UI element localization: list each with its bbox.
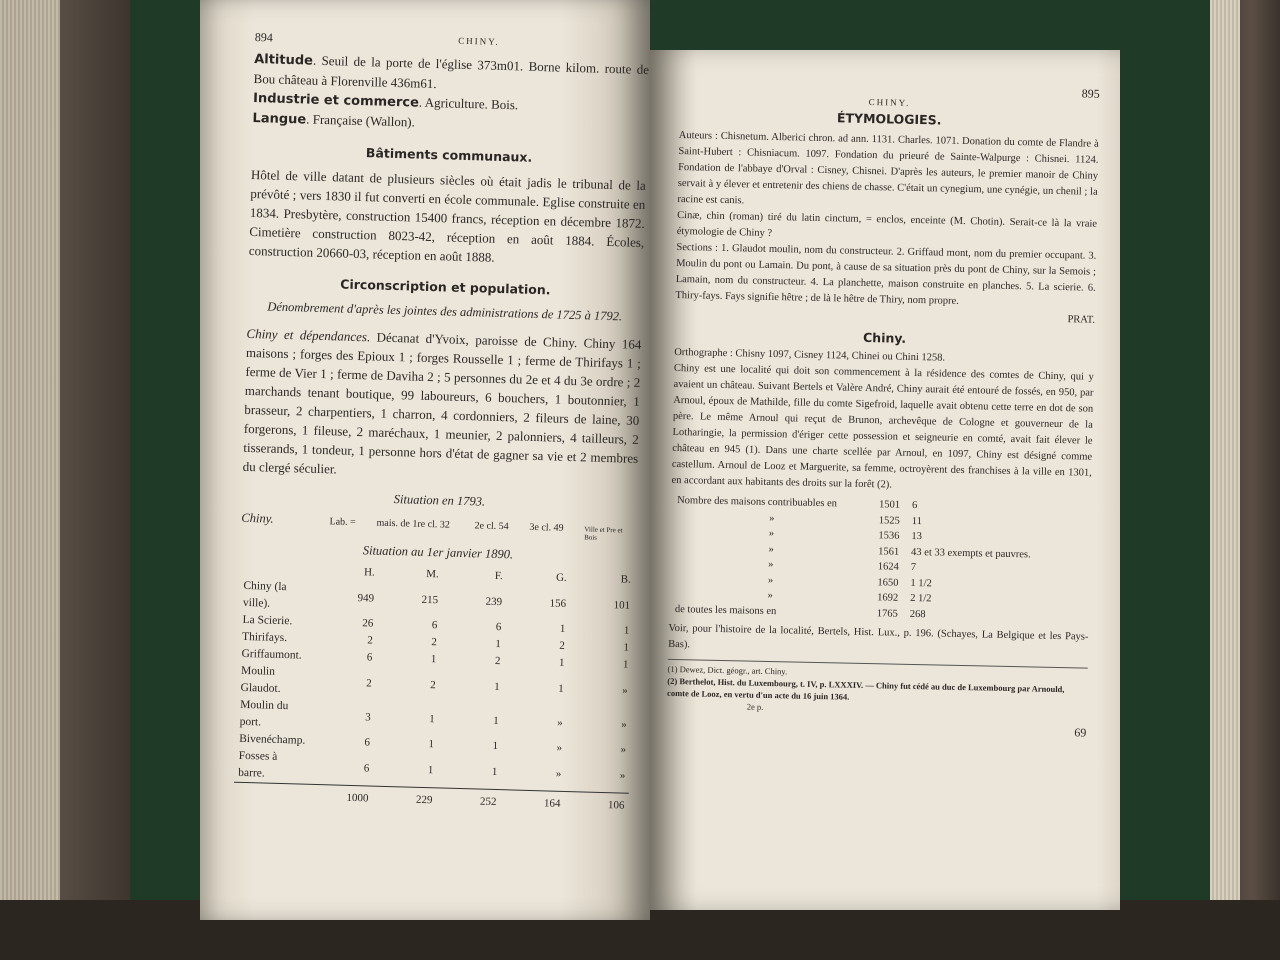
cell-value: 2 xyxy=(559,639,566,652)
cell-value: » xyxy=(621,717,627,731)
houses-year: 1525 xyxy=(878,514,900,527)
place-name: Moulin Glaudot. xyxy=(240,664,281,695)
cell-value: 2 xyxy=(431,636,438,649)
cell-value: 1 xyxy=(493,714,499,727)
page-number-right: 895 xyxy=(1081,86,1100,101)
houses-label: » xyxy=(768,527,775,540)
houses-year: 1501 xyxy=(878,499,901,511)
houses-label: » xyxy=(768,558,774,571)
cell-value: 1 xyxy=(558,682,564,695)
houses-year: 1624 xyxy=(877,561,899,573)
cell-value: 26 xyxy=(362,617,374,630)
col-m: M. xyxy=(426,567,439,581)
total-value: 106 xyxy=(564,791,629,814)
houses-value: 1 1/2 xyxy=(910,577,932,589)
houses-value: 6 xyxy=(911,499,918,512)
heading-etymologies: ÉTYMOLOGIES. xyxy=(836,110,942,128)
cell-value: 1 xyxy=(494,680,500,693)
place-name: Chiny (la ville). xyxy=(242,579,287,610)
cell-value: » xyxy=(620,743,627,756)
total-value: 252 xyxy=(436,788,501,811)
text-batiments: Hôtel de ville datant de plusieurs siècles où était jadis le tribunal de la prévôté ; vers 1830 il fut converti en école communale. Eglise construite en 1834. Presbytère, construction 15400 francs, réception en décembre 1872. Cimetière construction 8023-42, réception en août 1884. Écoles, construction 20660-03, réception en août 1888. xyxy=(248,166,647,265)
cell-value: 1 xyxy=(623,624,630,637)
row-situation-1793 xyxy=(241,511,636,543)
heading-circonscription: Circonscription et population. xyxy=(340,276,551,298)
cell-value: » xyxy=(556,741,563,754)
attr-label-altitude: Altitude xyxy=(253,51,314,69)
running-head-left: CHINY. xyxy=(458,35,500,47)
cell-value: 2 xyxy=(366,676,372,690)
houses-label: » xyxy=(767,574,774,586)
cell-value: 6 xyxy=(363,761,370,774)
col-h: H. xyxy=(363,566,375,579)
cell-value: 2 xyxy=(367,634,374,647)
place-chiny-1793: Chiny. xyxy=(241,510,274,526)
houses-label: » xyxy=(768,543,774,555)
cell-value: 101 xyxy=(613,598,631,612)
footnote-2: (2) Berthelot, Hist. du Luxembourg, t. IV, p. LXXXIV. — Chiny fut cédé au duc de Luxembourg par Arnould, comte de Looz, en vertu d'un acte du 16 juin 1364. xyxy=(667,675,1065,702)
houses-value: 11 xyxy=(911,515,923,527)
right-page xyxy=(650,50,1120,910)
cell-value: 949 xyxy=(357,591,375,605)
text-voir: Voir, pour l'histoire de la localité, Bertels, Hist. Lux., p. 196. (Schayes, La Belgique et les Pays-Bas). xyxy=(668,622,1089,651)
footnote-1: (1) Dewez, Dict. géogr., art. Chiny. xyxy=(667,663,788,677)
attr-text-altitude: . Seuil de la porte de l'église 373m01. Borne kilom. route de Bou château à Florenville 436m61. xyxy=(253,52,650,92)
houses-year: 1650 xyxy=(877,576,899,589)
cell-value: 1 xyxy=(428,738,435,751)
place-name: La Scierie. xyxy=(242,613,293,628)
page-number-left: 894 xyxy=(254,30,273,45)
heading-situation-1890: Situation au 1er janvier 1890. xyxy=(362,543,514,562)
attr-text-industrie: . Agriculture. Bois. xyxy=(418,94,519,113)
text-sections: Sections : 1. Glaudot moulin, nom du constructeur. 2. Griffaud mont, nom du premier occupant. 3. Moulin du pont ou Lamain. Du pont, à cause de sa situation près du pont de Chiny, sur la Semois ; Lamain, nom du constructeur. 4. La planchette, maison construite en planches. 5. La scierie. 6. Thiry-fays. Fays signifie hêtre ; de là le hêtre de Thiry, nom propre. xyxy=(675,241,1097,307)
text-denombrement: . Décanat d'Yvoix, paroisse de Chiny. Chiny 164 maisons ; forges des Epioux 1 ; forges Rousselle 1 ; ferme de Thirifays 1 ; ferme de Vier 1 ; ferme de Daviha 2 ; 5 personnes du 2e et 4 du 3e ordre ; 2 marchands tenant boutique, 99 laboureurs, 6 bouchers, 1 boutonnier, 1 brasseur, 2 charpentiers, 1 charron, 4 cordonniers, 2 fileurs de laine, 30 forgerons, 1 fileuse, 2 maréchaux, 1 meunier, 2 palonniers, 4 tailleurs, 2 tisserands, 1 tondeur, 1 personne hors d'état de gagner sa vie et 2 membres du clergé séculier. xyxy=(242,329,642,477)
houses-year: 1561 xyxy=(878,545,900,558)
cell-value: 1 xyxy=(430,653,437,666)
houses-year: 1536 xyxy=(878,530,900,542)
subheading-denombrement: Dénombrement d'après les jointes des administrations de 1725 à 1792. xyxy=(267,299,623,324)
houses-label: Nombre des maisons contribuables en xyxy=(677,495,838,510)
cell-value: » xyxy=(619,768,626,782)
cell-value: 6 xyxy=(366,651,373,664)
houses-table xyxy=(669,493,1038,625)
sheet-number: 69 xyxy=(1074,725,1087,740)
col-b: B. xyxy=(620,573,631,586)
cell-value: 1 xyxy=(558,656,565,669)
population-table-1890 xyxy=(233,561,635,815)
col-f: F. xyxy=(494,569,503,583)
place-name: Bivenéchamp. xyxy=(239,732,306,747)
houses-value: 2 1/2 xyxy=(910,592,932,605)
signature-prat: PRAT. xyxy=(1067,314,1096,326)
attr-label-industrie: Industrie et commerce xyxy=(252,90,420,111)
col-g: G. xyxy=(555,571,567,584)
attributes-block xyxy=(252,49,649,139)
houses-value: 268 xyxy=(909,608,926,620)
cell-value: 1 xyxy=(491,765,498,778)
cell-value: » xyxy=(622,684,628,697)
houses-year: 1692 xyxy=(877,592,899,604)
text-etymologies-2: Cinæ, chin (roman) tiré du latin cinctum, = enclos, enceinte (M. Chotin). Serait-ce là la vraie étymologie de Chiny ? xyxy=(676,209,1098,239)
cell-value: 6 xyxy=(364,736,371,749)
cell-value: 1 xyxy=(492,739,499,753)
text-chiny-history: Chiny est une localité qui doit son commencement à la résidence des comtes de Chiny, qui y avaient un château. Suivant Bertels et Valère André, Chiny aurait été entouré de fossés, en 950, par Arnoul, époux de Mathilde, fille du comte Sigefroid, laquelle avait obtenu cette terre en dot de son père. Le même Arnoul qui reçut de Brunon, archevêque de Cologne et gouverneur de la Lotharingie, la permission d'ériger cette possession et seigneurie en comté, avait fait élever le château en 945 (1). Dans une charte scellée par Arnoul, en 1097, Chiny est désigné comme castellum. Arnoul de Looz et Marguerite, sa femme, octroyèrent des franchises à la ville en 1301, en accordant aux habitants des droits sur la forêt (2). xyxy=(671,362,1094,491)
cell-value: 1 xyxy=(427,763,434,776)
cell-value: 1 xyxy=(429,712,435,725)
place-name: Griffaumont. xyxy=(241,647,302,662)
houses-year: 1765 xyxy=(876,607,898,620)
entry-3e-cl: 3e cl. 49 xyxy=(529,521,564,534)
cell-value: 2 xyxy=(494,654,501,668)
houses-label: » xyxy=(767,589,773,602)
page-edges-right xyxy=(1210,0,1240,960)
cell-value: » xyxy=(555,767,562,780)
entry-2e-cl: 2e cl. 54 xyxy=(474,520,509,533)
houses-label: » xyxy=(769,512,775,524)
cell-value: 2 xyxy=(430,678,436,691)
total-value: 1000 xyxy=(307,784,372,807)
page-edges-left xyxy=(0,0,60,960)
footnotes xyxy=(667,659,1088,720)
attr-label-langue: Langue xyxy=(252,110,307,128)
heading-situation-1793: Situation en 1793. xyxy=(393,492,486,509)
heading-batiments: Bâtiments communaux. xyxy=(365,145,533,165)
left-page xyxy=(200,0,650,920)
heading-chiny: Chiny. xyxy=(862,329,907,346)
attr-text-langue: . Française (Wallon). xyxy=(306,111,416,130)
entry-1re-cl: mais. de 1re cl. 32 xyxy=(376,517,451,531)
cell-value: 3 xyxy=(365,710,371,723)
houses-value: 13 xyxy=(911,530,923,543)
cell-value: » xyxy=(557,716,563,729)
cell-value: 6 xyxy=(495,620,502,634)
place-name: Moulin du port. xyxy=(239,698,289,729)
total-value: 164 xyxy=(500,790,565,813)
cell-value: 1 xyxy=(559,622,566,635)
text-circonscription xyxy=(243,324,642,487)
signature-mark: 2e p. xyxy=(746,701,764,712)
cell-value: 1 xyxy=(622,658,629,671)
running-head-right: CHINY. xyxy=(868,96,911,108)
lead-chiny-dependances: Chiny et dépendances xyxy=(246,325,368,345)
total-value: 229 xyxy=(372,786,437,809)
houses-value: 7 xyxy=(910,561,917,574)
cell-value: 215 xyxy=(421,593,439,606)
cell-value: 239 xyxy=(485,595,503,608)
text-etymologies: Auteurs : Chisnetum. Alberici chron. ad ann. 1131. Charles. 1071. Donation du comte de Flandre à Saint-Hubert : Chisniacum. 1097. Fondation du prieuré de Sainte-Walpurge : Chisnei. 1124. Fondation de l'abbaye d'Orval : Cisney, Chisnei. D'après les auteurs, le premier manoir de Chiny servait à y élever et entretenir des chiens de chasse. C'était un cynegium, une cynégie, un chenil ; la racine est canis. xyxy=(677,129,1099,207)
cell-value: 1 xyxy=(495,637,502,651)
place-name: Thirifays. xyxy=(241,630,288,645)
cell-value: 6 xyxy=(431,619,438,632)
entry-lab: Lab. = xyxy=(329,516,356,529)
cell-value: 156 xyxy=(549,596,567,610)
entry-ville: Ville et Pre et Bois xyxy=(584,525,623,542)
houses-value: 43 et 33 exempts et pauvres. xyxy=(911,546,1031,560)
text-orthographe: Orthographe : Chisny 1097, Cisney 1124, Chinei ou Chini 1258. xyxy=(674,346,946,364)
cell-value: 1 xyxy=(623,641,630,654)
place-name: Fosses à barre. xyxy=(238,749,278,780)
houses-label: de toutes les maisons en xyxy=(674,603,777,617)
